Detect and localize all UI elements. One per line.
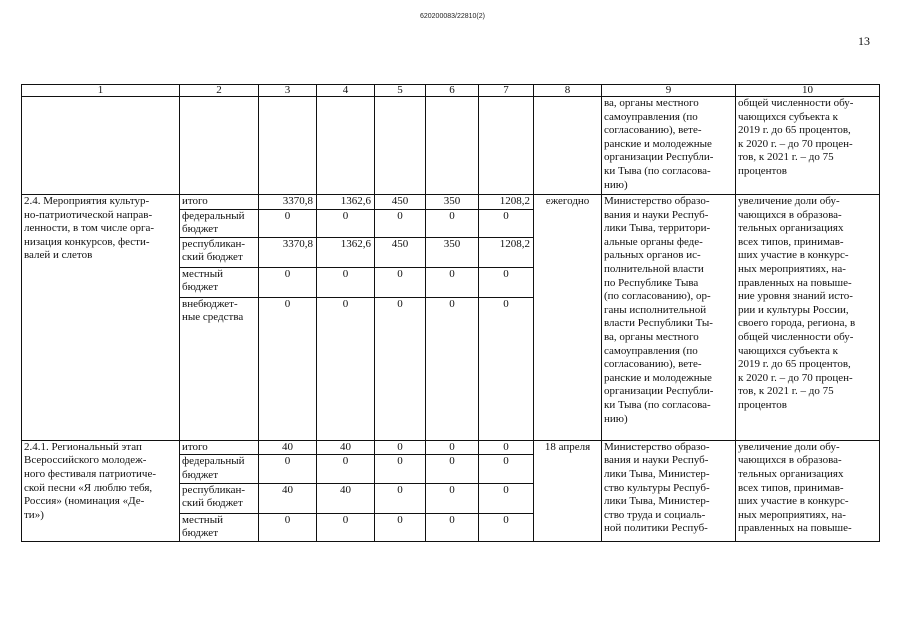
s24-value: 0 <box>375 267 426 297</box>
s24-value: 1362,6 <box>317 237 375 267</box>
col-header-8: 8 <box>534 85 602 97</box>
cont-v4 <box>426 97 479 195</box>
col-header-1: 1 <box>22 85 180 97</box>
col-header-10: 10 <box>736 85 880 97</box>
s24-value: 0 <box>479 267 534 297</box>
s241-value: 0 <box>375 455 426 483</box>
s24-value: 0 <box>479 297 534 440</box>
s24-value: 0 <box>259 267 317 297</box>
s24-executors: Министерство образо- вания и науки Респуб- лики Тыва, территори- альные органы феде- ральных органов ис- полнительной власти по Республике Тыва (по согласованию), ор- ганы исполнительной власти Республики Ты- ва, органы местного самоуправления (по согласованию), вете- ранские и молодежные организации Республи- ки Тыва (по согласова- нию) <box>602 195 736 441</box>
s241-value: 0 <box>259 455 317 483</box>
col-header-6: 6 <box>426 85 479 97</box>
s24-source: федеральный бюджет <box>180 209 259 237</box>
continuation-row <box>22 97 880 195</box>
s24-result: увеличение доли обу- чающихся в образова- тельных организациях всех типов, принимав- ших участие в конкурс- ных мероприятиях, на- правленных на повыше- ние уровня знаний исто- рии и культуры России, своего города, региона, в общей численности обу- чающихся субъекта к 2019 г. до 65 процентов, к 2020 г. – до 70 процен- тов, к 2021 г. – до 75 процентов <box>736 195 880 441</box>
s241-value: 0 <box>375 513 426 541</box>
s241-value: 0 <box>317 513 375 541</box>
s24-value: 0 <box>375 297 426 440</box>
s24-value: 3370,8 <box>259 237 317 267</box>
plan-table <box>21 84 880 542</box>
s241-value: 0 <box>426 513 479 541</box>
s24-value: 0 <box>259 209 317 237</box>
s241-value: 40 <box>259 440 317 455</box>
col-header-4: 4 <box>317 85 375 97</box>
cont-result: общей численности обу- чающихся субъекта к 2019 г. до 65 процентов, к 2020 г. – до 70 процен- тов, к 2021 г. – до 75 процентов <box>736 97 880 195</box>
s24-value: 3370,8 <box>259 195 317 210</box>
s24-value: 350 <box>426 195 479 210</box>
s24-value: 1208,2 <box>479 237 534 267</box>
s24-source: внебюджет- ные средства <box>180 297 259 440</box>
s24-name: 2.4. Мероприятия культур- но-патриотической направ- ленности, в том числе орга- низация конкурсов, фести- валей и слетов <box>22 195 180 441</box>
s241-value: 0 <box>479 513 534 541</box>
cont-v2 <box>317 97 375 195</box>
s24-value: 0 <box>259 297 317 440</box>
s24-value: 350 <box>426 237 479 267</box>
s241-source: республикан- ский бюджет <box>180 483 259 513</box>
s24-term: ежегодно <box>534 195 602 441</box>
s241-value: 0 <box>426 440 479 455</box>
col-header-5: 5 <box>375 85 426 97</box>
s24-value: 0 <box>317 209 375 237</box>
s241-result: увеличение доли обу- чающихся в образова- тельных организациях всех типов, принимав- ших участие в конкурс- ных мероприятиях, на- правленных на повыше- <box>736 440 880 541</box>
s241-value: 40 <box>259 483 317 513</box>
s24-value: 450 <box>375 195 426 210</box>
s241-name: 2.4.1. Региональный этап Всероссийского молодеж- ного фестиваля патриотиче- ской песни «Я люблю тебя, Россия» (номинация «Де- ти») <box>22 440 180 541</box>
s24-value: 1362,6 <box>317 195 375 210</box>
cont-term <box>534 97 602 195</box>
cont-source <box>180 97 259 195</box>
s24-value: 0 <box>426 267 479 297</box>
s241-value: 0 <box>375 483 426 513</box>
s241-row-total <box>22 440 880 455</box>
s24-value: 0 <box>317 297 375 440</box>
s241-value: 40 <box>317 440 375 455</box>
page-number: 13 <box>858 34 870 48</box>
s241-value: 0 <box>426 455 479 483</box>
cont-v1 <box>259 97 317 195</box>
col-header-2: 2 <box>180 85 259 97</box>
s24-value: 0 <box>479 209 534 237</box>
col-header-7: 7 <box>479 85 534 97</box>
col-header-3: 3 <box>259 85 317 97</box>
s241-source: местный бюджет <box>180 513 259 541</box>
s24-source: республикан- ский бюджет <box>180 237 259 267</box>
s241-executors: Министерство образо- вания и науки Респуб- лики Тыва, Министер- ство культуры Респуб- лики Тыва, Министер- ство труда и социаль- ной политики Респуб- <box>602 440 736 541</box>
s241-term: 18 апреля <box>534 440 602 541</box>
s241-value: 0 <box>317 455 375 483</box>
s24-value: 0 <box>375 209 426 237</box>
s24-value: 1208,2 <box>479 195 534 210</box>
cont-executors: ва, органы местного самоуправления (по согласованию), вете- ранские и молодежные организации Республи- ки Тыва (по согласова- нию) <box>602 97 736 195</box>
s24-value: 450 <box>375 237 426 267</box>
cont-name <box>22 97 180 195</box>
s241-value: 0 <box>479 440 534 455</box>
cont-v5 <box>479 97 534 195</box>
s241-value: 40 <box>317 483 375 513</box>
col-header-9: 9 <box>602 85 736 97</box>
document-code: 620200083/22810(2) <box>419 13 485 20</box>
s24-source: итого <box>180 195 259 210</box>
s241-value: 0 <box>259 513 317 541</box>
s241-value: 0 <box>426 483 479 513</box>
s241-source: итого <box>180 440 259 455</box>
s241-value: 0 <box>479 455 534 483</box>
s24-source: местный бюджет <box>180 267 259 297</box>
cont-v3 <box>375 97 426 195</box>
s241-value: 0 <box>479 483 534 513</box>
s24-row-total <box>22 195 880 210</box>
column-header-row <box>22 85 880 97</box>
s24-value: 0 <box>426 297 479 440</box>
s241-value: 0 <box>375 440 426 455</box>
s24-value: 0 <box>317 267 375 297</box>
s24-value: 0 <box>426 209 479 237</box>
s241-source: федеральный бюджет <box>180 455 259 483</box>
